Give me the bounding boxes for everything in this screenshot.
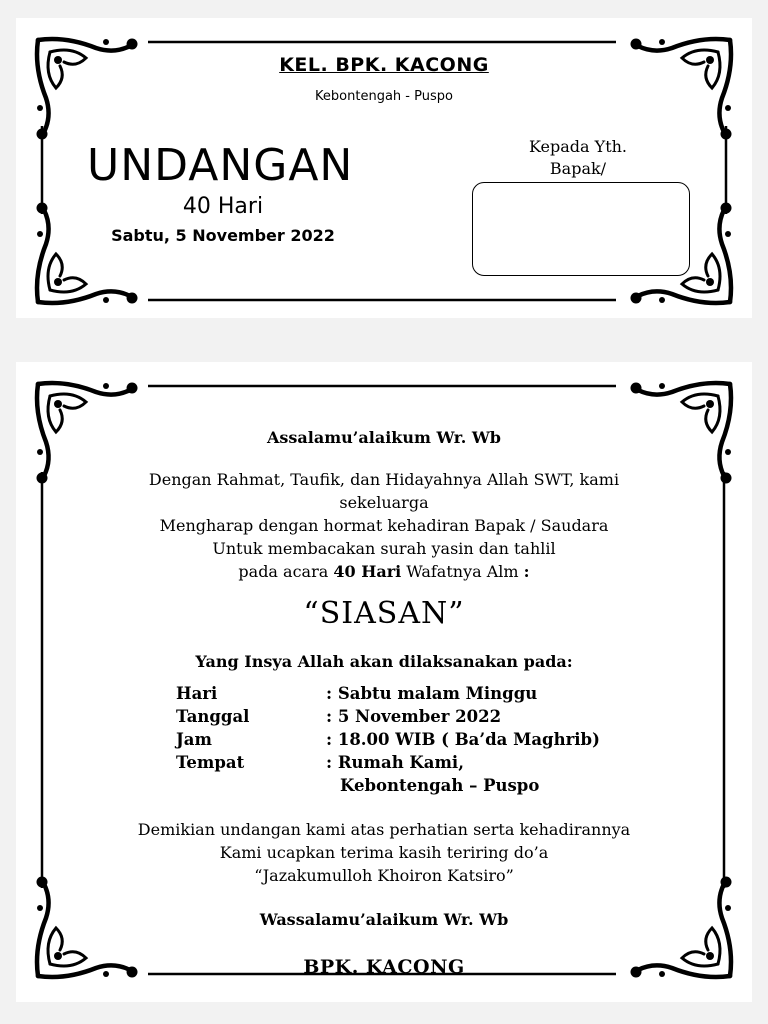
detail-value: : 5 November 2022 — [326, 707, 502, 726]
body-text: pada acara — [238, 562, 334, 581]
body-text: Wafatnya Alm — [401, 562, 524, 581]
detail-value: : 18.00 WIB ( Ba’da Maghrib) — [326, 730, 600, 749]
schedule-intro: Yang Insya Allah akan dilaksanakan pada: — [195, 652, 573, 671]
recipient-label — [494, 136, 662, 184]
invitation-letter — [16, 362, 752, 1002]
detail-value: : Sabtu malam Minggu — [326, 684, 538, 703]
invitation-subtitle: 40 Hari — [182, 194, 264, 219]
recipient-label-line: Bapak/ — [549, 159, 607, 178]
greeting: Assalamu’alaikum Wr. Wb — [267, 428, 501, 447]
detail-row — [176, 682, 676, 705]
body-line: sekeluarga — [339, 493, 429, 512]
letter-body — [86, 468, 682, 583]
deceased-name: “SIASAN” — [303, 596, 465, 631]
envelope-cover — [16, 18, 752, 318]
detail-label: Hari — [176, 684, 218, 703]
closing-text — [86, 818, 682, 887]
invitation-title: UNDANGAN — [87, 140, 354, 191]
detail-label: Jam — [176, 730, 212, 749]
detail-label: Tanggal — [176, 707, 250, 726]
detail-row — [176, 728, 676, 751]
detail-label: Tempat — [176, 753, 245, 772]
family-address: Kebontengah - Puspo — [315, 89, 453, 104]
colon: : — [523, 562, 530, 581]
closing-line: “Jazakumulloh Khoiron Katsiro” — [254, 866, 514, 885]
detail-row — [176, 751, 676, 774]
closing-line: Demikian undangan kami atas perhatian serta kehadirannya — [137, 820, 631, 839]
closing-line: Kami ucapkan terima kasih teriring do’a — [219, 843, 549, 862]
family-name: KEL. BPK. KACONG — [279, 54, 489, 76]
event-details — [176, 682, 676, 797]
signature: BPK. KACONG — [303, 956, 465, 978]
farewell: Wassalamu’alaikum Wr. Wb — [259, 910, 509, 929]
body-line — [86, 560, 682, 583]
recipient-address-box — [472, 182, 690, 276]
body-line: Dengan Rahmat, Taufik, dan Hidayahnya Allah SWT, kami — [148, 470, 620, 489]
detail-value: : Rumah Kami, — [326, 753, 464, 772]
body-line: Mengharap dengan hormat kehadiran Bapak / Saudara — [159, 516, 609, 535]
detail-row — [176, 705, 676, 728]
event-date: Sabtu, 5 November 2022 — [111, 226, 335, 245]
recipient-label-line: Kepada Yth. — [528, 137, 628, 156]
event-name: 40 Hari — [333, 562, 402, 581]
body-line: Untuk membacakan surah yasin dan tahlil — [212, 539, 556, 558]
place-continuation: Kebontengah – Puspo — [340, 776, 540, 795]
